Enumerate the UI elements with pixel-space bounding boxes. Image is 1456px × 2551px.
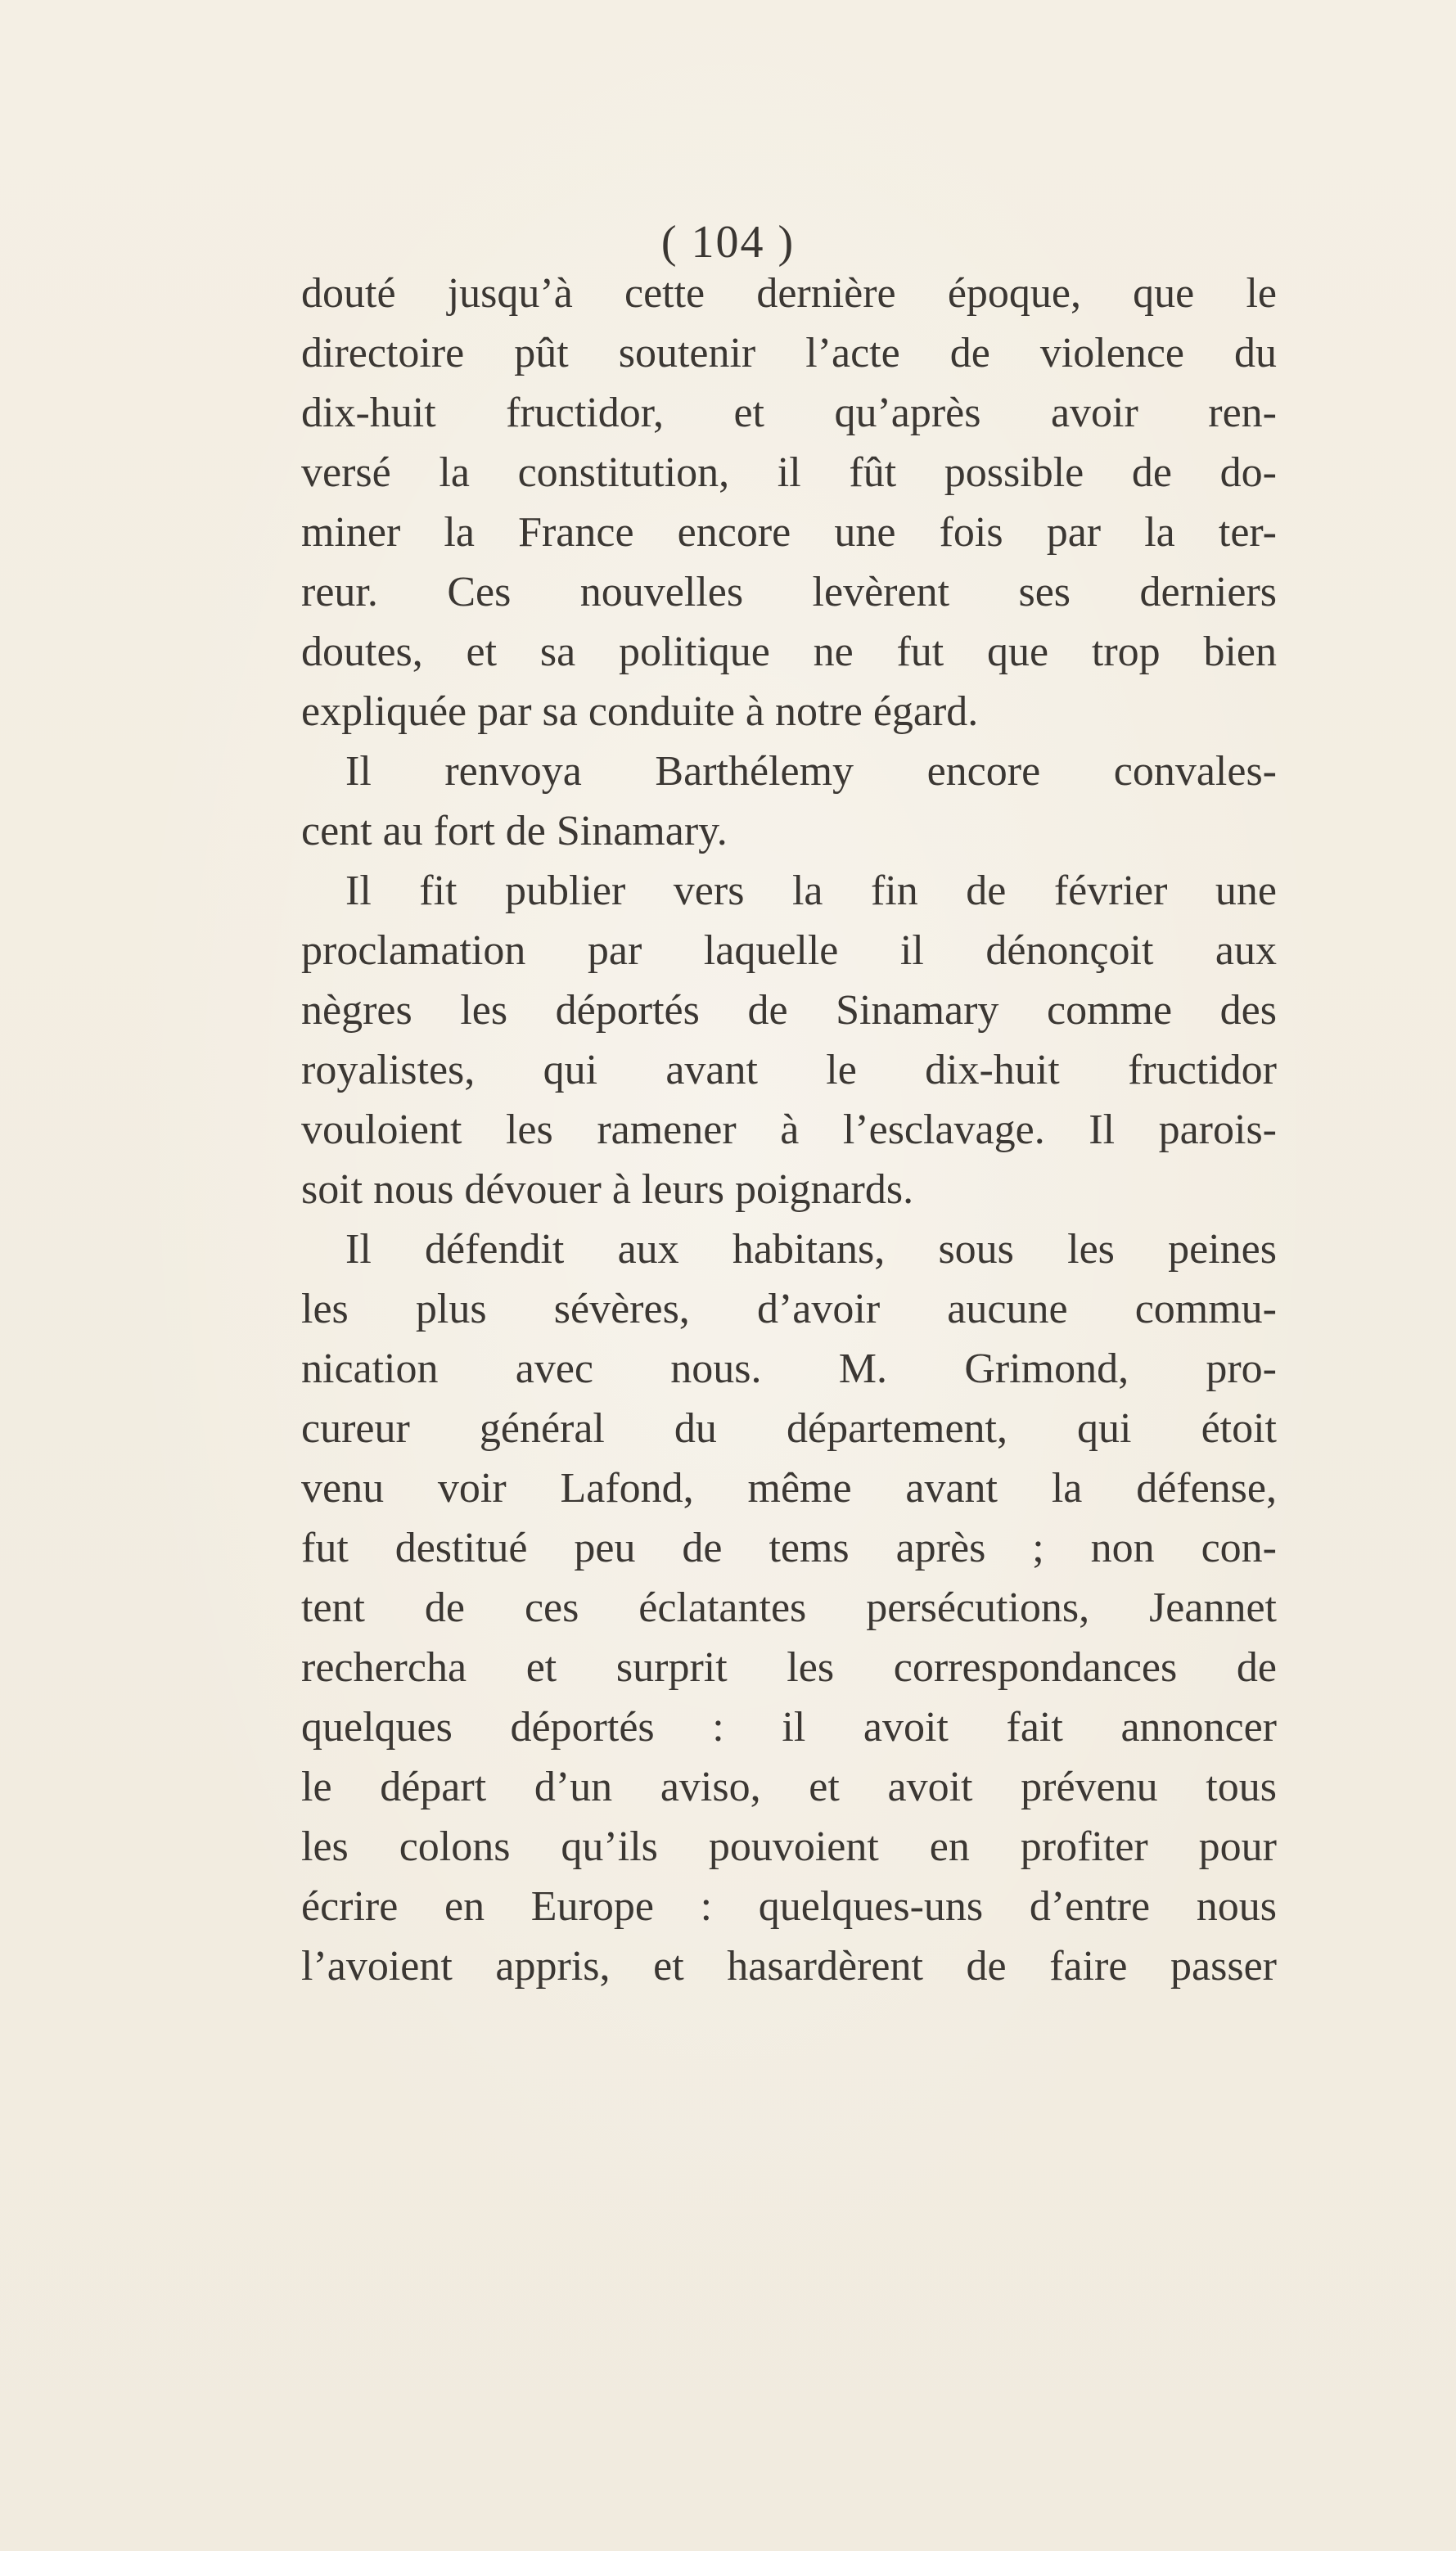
text-line: cent au fort de Sinamary.	[301, 808, 728, 854]
text-line: vouloient les ramener à l’esclavage. Il parois-	[301, 1106, 1277, 1153]
paragraph-start-line: Il renvoya Barthélemy encore convales-	[345, 748, 1277, 795]
text-line: les colons qu’ils pouvoient en profiter pour	[301, 1823, 1277, 1870]
text-line: les plus sévères, d’avoir aucune commu-	[301, 1286, 1277, 1332]
text-line: l’avoient appris, et hasardèrent de faire passer	[301, 1943, 1277, 1990]
text-line: écrire en Europe : quelques-uns d’entre nous	[301, 1883, 1277, 1930]
text-line: versé la constitution, il fût possible de do-	[301, 449, 1277, 496]
text-line: rechercha et surprit les correspondances de	[301, 1644, 1277, 1691]
body-text	[301, 264, 1277, 1996]
text-line: proclamation par laquelle il dénonçoit aux	[301, 927, 1277, 974]
text-line: tent de ces éclatantes persécutions, Jeannet	[301, 1584, 1277, 1631]
text-line: venu voir Lafond, même avant la défense,	[301, 1465, 1277, 1512]
text-line: fut destitué peu de tems après ; non con-	[301, 1525, 1277, 1571]
text-line: dix-huit fructidor, et qu’après avoir ren-	[301, 390, 1277, 436]
paragraph-start-line: Il fit publier vers la fin de février une	[345, 868, 1277, 914]
text-line: soit nous dévouer à leurs poignards.	[301, 1166, 914, 1213]
text-line: quelques déportés : il avoit fait annoncer	[301, 1704, 1277, 1751]
page-number: ( 104 )	[660, 217, 796, 268]
text-line: le départ d’un aviso, et avoit prévenu tous	[301, 1764, 1277, 1810]
paragraph-start-line: Il défendit aux habitans, sous les peines	[345, 1226, 1277, 1273]
text-line: reur. Ces nouvelles levèrent ses derniers	[301, 569, 1277, 615]
text-line: miner la France encore une fois par la ter-	[301, 509, 1277, 556]
text-line: directoire pût soutenir l’acte de violence du	[301, 330, 1277, 376]
text-line: nègres les déportés de Sinamary comme des	[301, 987, 1277, 1034]
text-line: expliquée par sa conduite à notre égard.	[301, 688, 979, 735]
text-line: royalistes, qui avant le dix-huit fructidor	[301, 1047, 1277, 1093]
text-line: doutes, et sa politique ne fut que trop bien	[301, 629, 1277, 675]
text-line: nication avec nous. M. Grimond, pro-	[301, 1345, 1277, 1392]
text-line: cureur général du département, qui étoit	[301, 1405, 1277, 1452]
text-line: douté jusqu’à cette dernière époque, que le	[301, 270, 1277, 317]
